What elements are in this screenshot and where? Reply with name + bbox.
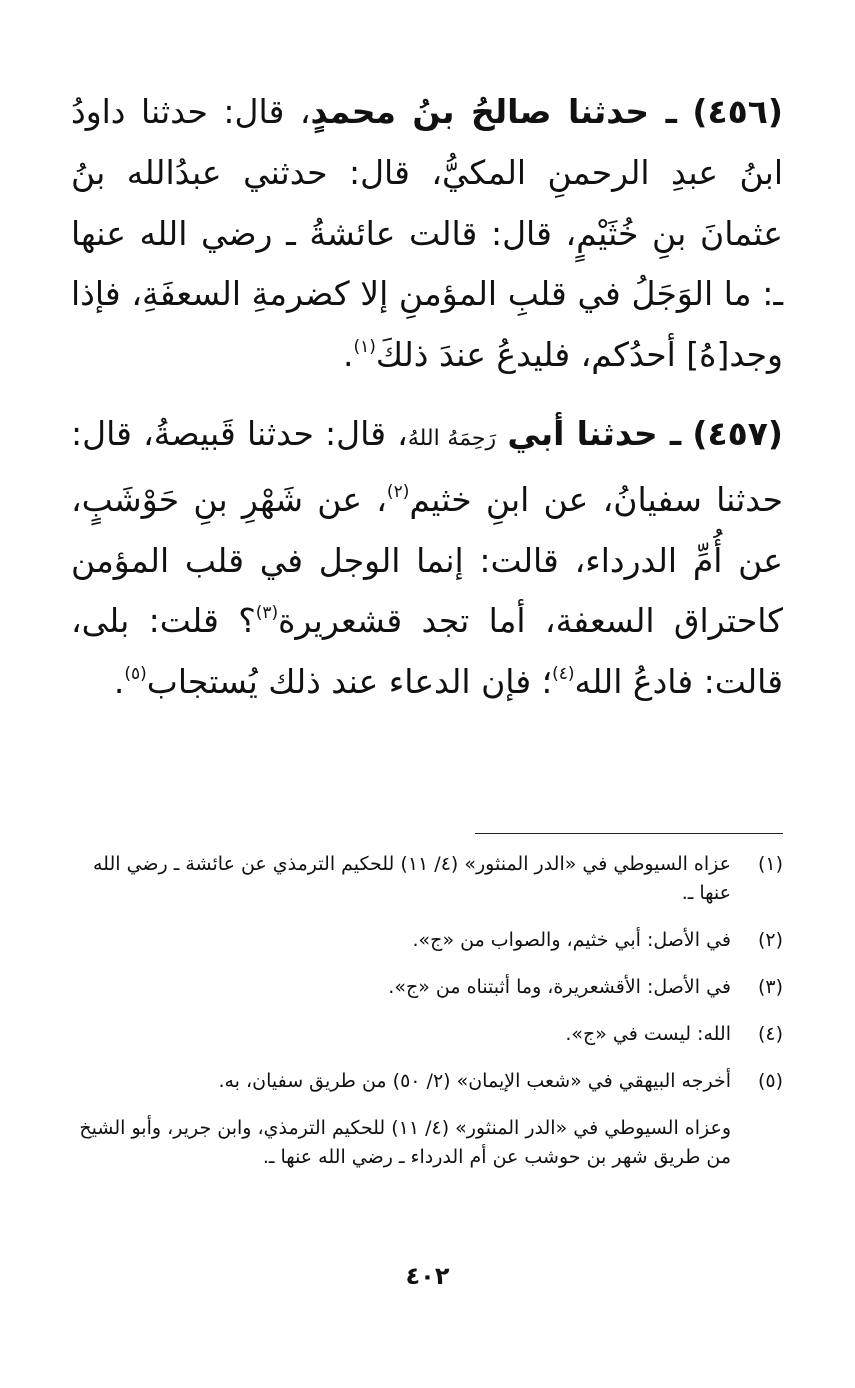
footnote-ref: (٣) <box>255 603 279 624</box>
footnote-number: (٣) <box>757 976 783 998</box>
footnote-body <box>71 850 731 908</box>
hadith-text: ، عن شَهْرِ بنِ حَوْشَبٍ، عن أُمِّ الدرداء، قالت: إنما الوجل في قلب المؤمن كاحتراق السعفة، أما تجد قشعريرة <box>71 479 784 641</box>
footnote-text: في الأصل: أبي خثيم، والصواب من «ج». <box>412 929 731 951</box>
footnote-number: (٤) <box>757 1023 783 1045</box>
footnote-4 <box>71 1020 783 1049</box>
hadith-text: ، قال: حدثنا داودُ ابنُ عبدِ الرحمنِ المكيُّ، قال: حدثني عبدُالله بنُ عثمانَ بنِ خُثَيْمٍ، قال: قالت عائشةُ ـ رضي الله عنها ـ: ما الوَجَلُ في قلبِ المؤمنِ إلا كضرمةِ السعفَةِ، فإذا وجد[هُ] أحدُكم، فليدعُ عندَ ذلكَ <box>71 92 783 375</box>
footnote-ref: (٤) <box>552 664 575 685</box>
honorific-glyph: رَحِمَهُ اللهُ <box>407 425 497 451</box>
hadith-number: (٤٥٧) <box>692 413 783 453</box>
hadith-opening: ـ حدثنا أبي <box>507 413 682 453</box>
footnote-text-continued: وعزاه السيوطي في «الدر المنثور» (٤/ ١١) للحكيم الترمذي، وابن جرير، وأبو الشيخ من طريق شهر بن حوشب عن أم الدرداء ـ رضي الله عنها ـ. <box>79 1117 731 1168</box>
footnote-text: في الأصل: الأقشعريرة، وما أثبتناه من «ج». <box>388 976 731 998</box>
footnote-separator <box>475 833 783 834</box>
footnote-1 <box>71 850 783 908</box>
footnote-number: (٥) <box>757 1070 783 1092</box>
footnote-body <box>71 926 731 955</box>
hadith-text: . <box>113 662 125 702</box>
footnote-3 <box>71 973 783 1002</box>
footnote-body <box>71 1020 731 1049</box>
hadith-456 <box>71 82 783 386</box>
hadith-457 <box>71 404 783 713</box>
footnote-number: (٢) <box>757 929 783 951</box>
hadith-text: ، قال: حدثنا قَبيصةُ، قال: حدثنا سفيانُ، عن ابنِ خثيم <box>71 413 783 519</box>
footnote-body <box>71 973 731 1002</box>
footnote-text: أخرجه البيهقي في «شعب الإيمان» (٢/ ٥٠) من طريق سفيان، به. <box>218 1070 731 1092</box>
footnote-ref: (١) <box>353 337 376 358</box>
hadith-opening: ـ حدثنا صالحُ بنُ محمدٍ <box>310 92 677 131</box>
footnote-5 <box>71 1067 783 1172</box>
page-number: ٤٠٢ <box>405 1262 450 1290</box>
footnote-body <box>71 1067 731 1172</box>
footnote-number: (١) <box>757 853 783 875</box>
footnote-2 <box>71 926 783 955</box>
hadith-text: . <box>343 335 354 375</box>
footnote-text: عزاه السيوطي في «الدر المنثور» (٤/ ١١) للحكيم الترمذي عن عائشة ـ رضي الله عنها ـ. <box>92 853 731 904</box>
footnote-ref: (٥) <box>124 664 147 685</box>
hadith-number: (٤٥٦) <box>692 92 783 131</box>
footnote-text: الله: ليست في «ج». <box>565 1023 731 1045</box>
hadith-text: ؛ فإن الدعاء عند ذلك يُستجاب <box>146 662 553 702</box>
hadith-text: ؟ قلت: بلى، قالت: فادعُ الله <box>71 601 783 702</box>
footnote-ref: (٢) <box>386 481 410 502</box>
main-text <box>71 82 783 713</box>
footnotes <box>71 850 783 1190</box>
